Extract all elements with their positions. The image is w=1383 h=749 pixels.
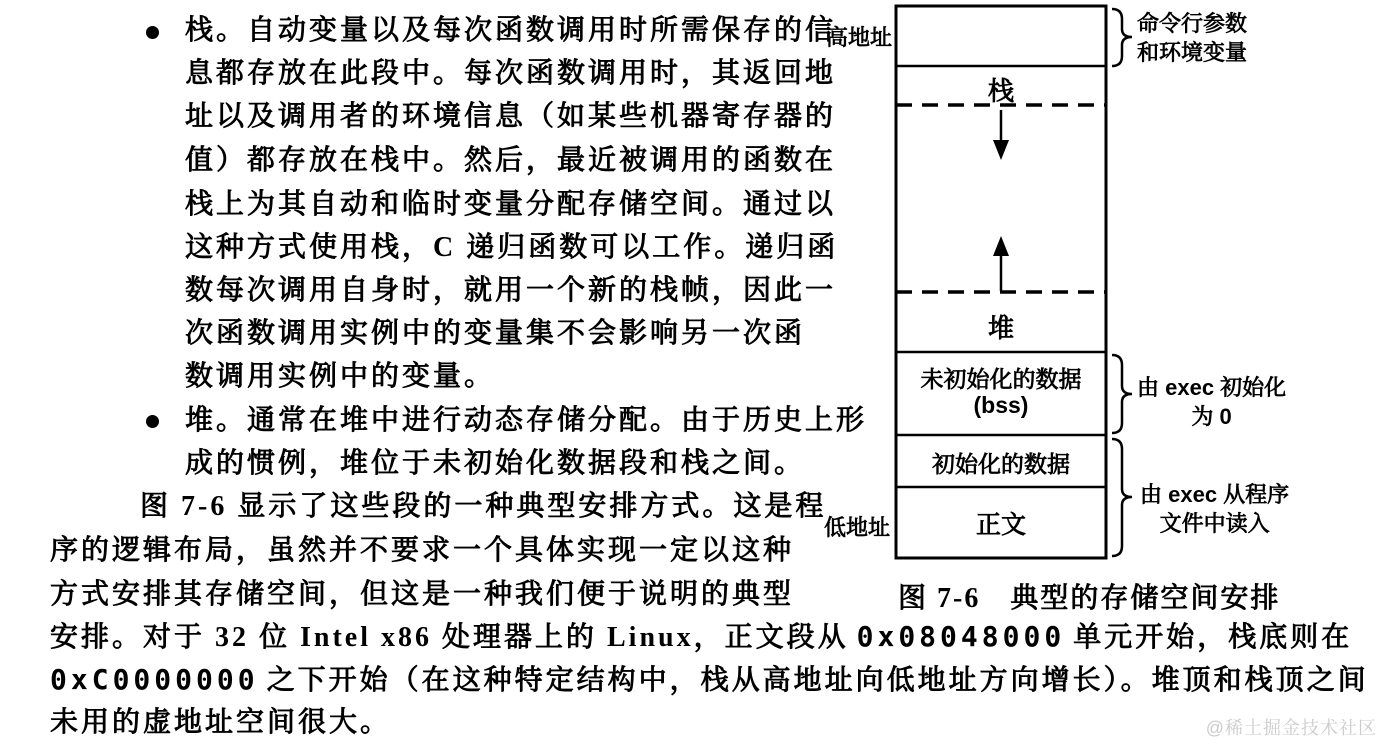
body-text-line: 数每次调用自身时，就用一个新的栈帧，因此一 [185, 275, 837, 306]
annotation-line: 命令行参数 [1137, 11, 1248, 36]
annotation-line: 文件中读入 [1159, 511, 1270, 536]
annotation-line: 和环境变量 [1137, 40, 1248, 65]
brace-icon [1112, 355, 1132, 433]
body-text-line: 栈。自动变量以及每次函数调用时所需保存的信 [185, 15, 837, 46]
low-address-label: 低地址 [824, 515, 891, 540]
bss-segment-sublabel: (bss) [973, 392, 1029, 418]
body-text-line: 次函数调用实例中的变量集不会影响另一次函 [185, 318, 806, 349]
text-run: 安排。对于 32 位 Intel x86 处理器上的 Linux，正文段从 [50, 622, 849, 653]
body-text-line: 成的惯例，堆位于未初始化数据段和栈之间。 [185, 448, 806, 479]
initialized-data-segment-label: 初始化的数据 [932, 451, 1070, 477]
up-arrowhead-icon [993, 236, 1009, 256]
annotation-exec-zero [1137, 373, 1286, 431]
text-segment-label: 正文 [975, 511, 1026, 539]
annotation-line: 由 exec 从程序 [1140, 482, 1290, 507]
body-text-line: 堆。通常在堆中进行动态存储分配。由于历史上形 [185, 405, 868, 436]
annotation-line: 为 0 [1191, 404, 1232, 429]
brace-icon [1112, 439, 1132, 556]
text-run: 单元开始，栈底则在 [1073, 622, 1353, 653]
body-text-line: 方式安排其存储空间，但这是一种我们便于说明的典型 [50, 579, 795, 610]
annotation-line: 由 exec 初始化 [1137, 375, 1287, 400]
bss-segment-label: 未初始化的数据 [920, 366, 1082, 392]
hex-address: 0xC0000000 [50, 663, 259, 696]
annotation-cmdline-env [1137, 9, 1247, 67]
body-text-line: 址以及调用者的环境信息（如某些机器寄存器的 [185, 101, 837, 132]
body-text-line: 序的逻辑布局，虽然并不要求一个具体实现一定以这种 [50, 535, 795, 566]
body-text-line: 息都存放在此段中。每次函数调用时，其返回地 [185, 58, 837, 89]
body-text-line: 数调用实例中的变量。 [185, 361, 496, 392]
body-text-line [50, 663, 1369, 698]
text-run: 之下开始（在这种特定结构中，栈从高地址向低地址方向增长）。堆顶和栈顶之间 [266, 665, 1369, 696]
body-text-line: 这种方式使用栈，C 递归函数可以工作。递归函 [185, 232, 839, 263]
stack-segment-label: 栈 [987, 76, 1014, 106]
watermark: @稀土掘金技术社区 [1205, 718, 1377, 738]
high-address-label: 高地址 [826, 25, 893, 50]
hex-address: 0x08048000 [856, 620, 1066, 653]
heap-segment-label: 堆 [987, 313, 1014, 343]
body-text-line: 值）都存放在栈中。然后，最近被调用的函数在 [185, 145, 837, 176]
brace-icon [1112, 9, 1132, 66]
body-text-line: 未用的虚地址空间很大。 [50, 707, 392, 738]
annotation-exec-read [1140, 480, 1289, 538]
figure-caption: 图 7-6 典型的存储空间安排 [898, 583, 1281, 614]
body-text-line: 图 7-6 显示了这些段的一种典型安排方式。这是程 [140, 491, 827, 522]
body-text-line: 栈上为其自动和临时变量分配存储空间。通过以 [185, 189, 837, 220]
down-arrowhead-icon [993, 140, 1009, 160]
